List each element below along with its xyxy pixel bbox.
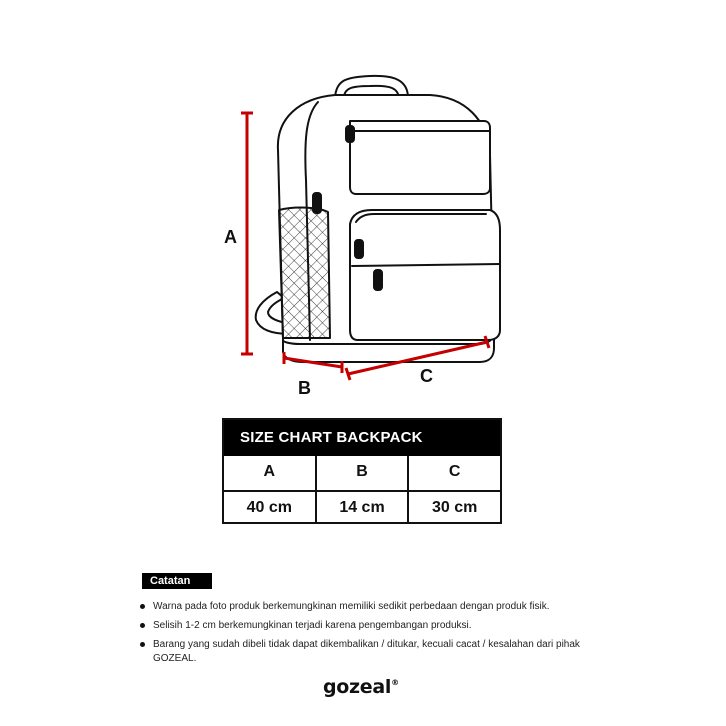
brand-logo bbox=[323, 676, 399, 698]
notes-list bbox=[140, 600, 600, 671]
size-chart-header-a: A bbox=[263, 463, 276, 480]
size-chart-header-b: B bbox=[315, 456, 408, 490]
size-chart-value-b: 14 cm bbox=[315, 492, 408, 524]
note-item: Barang yang sudah dibeli tidak dapat dikembalikan / ditukar, kecuali cacat / kesalahan dari pihak GOZEAL. bbox=[140, 638, 600, 666]
size-chart-header-row bbox=[224, 456, 500, 490]
note-item: Selisih 1-2 cm berkemungkinan terjadi karena pengembangan produksi. bbox=[140, 619, 600, 633]
registered-mark: ® bbox=[391, 678, 399, 687]
size-chart-value-c: 30 cm bbox=[407, 492, 500, 524]
size-chart-value-a: 40 cm bbox=[246, 499, 293, 516]
notes-label: Catatan bbox=[142, 573, 212, 589]
dimension-line-a bbox=[241, 113, 253, 354]
size-chart-table bbox=[222, 418, 502, 524]
backpack-outline-icon bbox=[256, 76, 500, 362]
brand-logo-text: gozeal bbox=[323, 676, 392, 698]
note-item: Warna pada foto produk berkemungkinan memiliki sedikit perbedaan dengan produk fisik. bbox=[140, 600, 600, 614]
dimension-label-b: B bbox=[298, 378, 311, 398]
dimension-label-c: C bbox=[420, 366, 433, 386]
dimension-label-a: A bbox=[224, 227, 237, 247]
size-chart-header-c: C bbox=[407, 456, 500, 490]
size-chart-title: SIZE CHART BACKPACK bbox=[224, 420, 500, 456]
size-chart-value-row bbox=[224, 490, 500, 524]
